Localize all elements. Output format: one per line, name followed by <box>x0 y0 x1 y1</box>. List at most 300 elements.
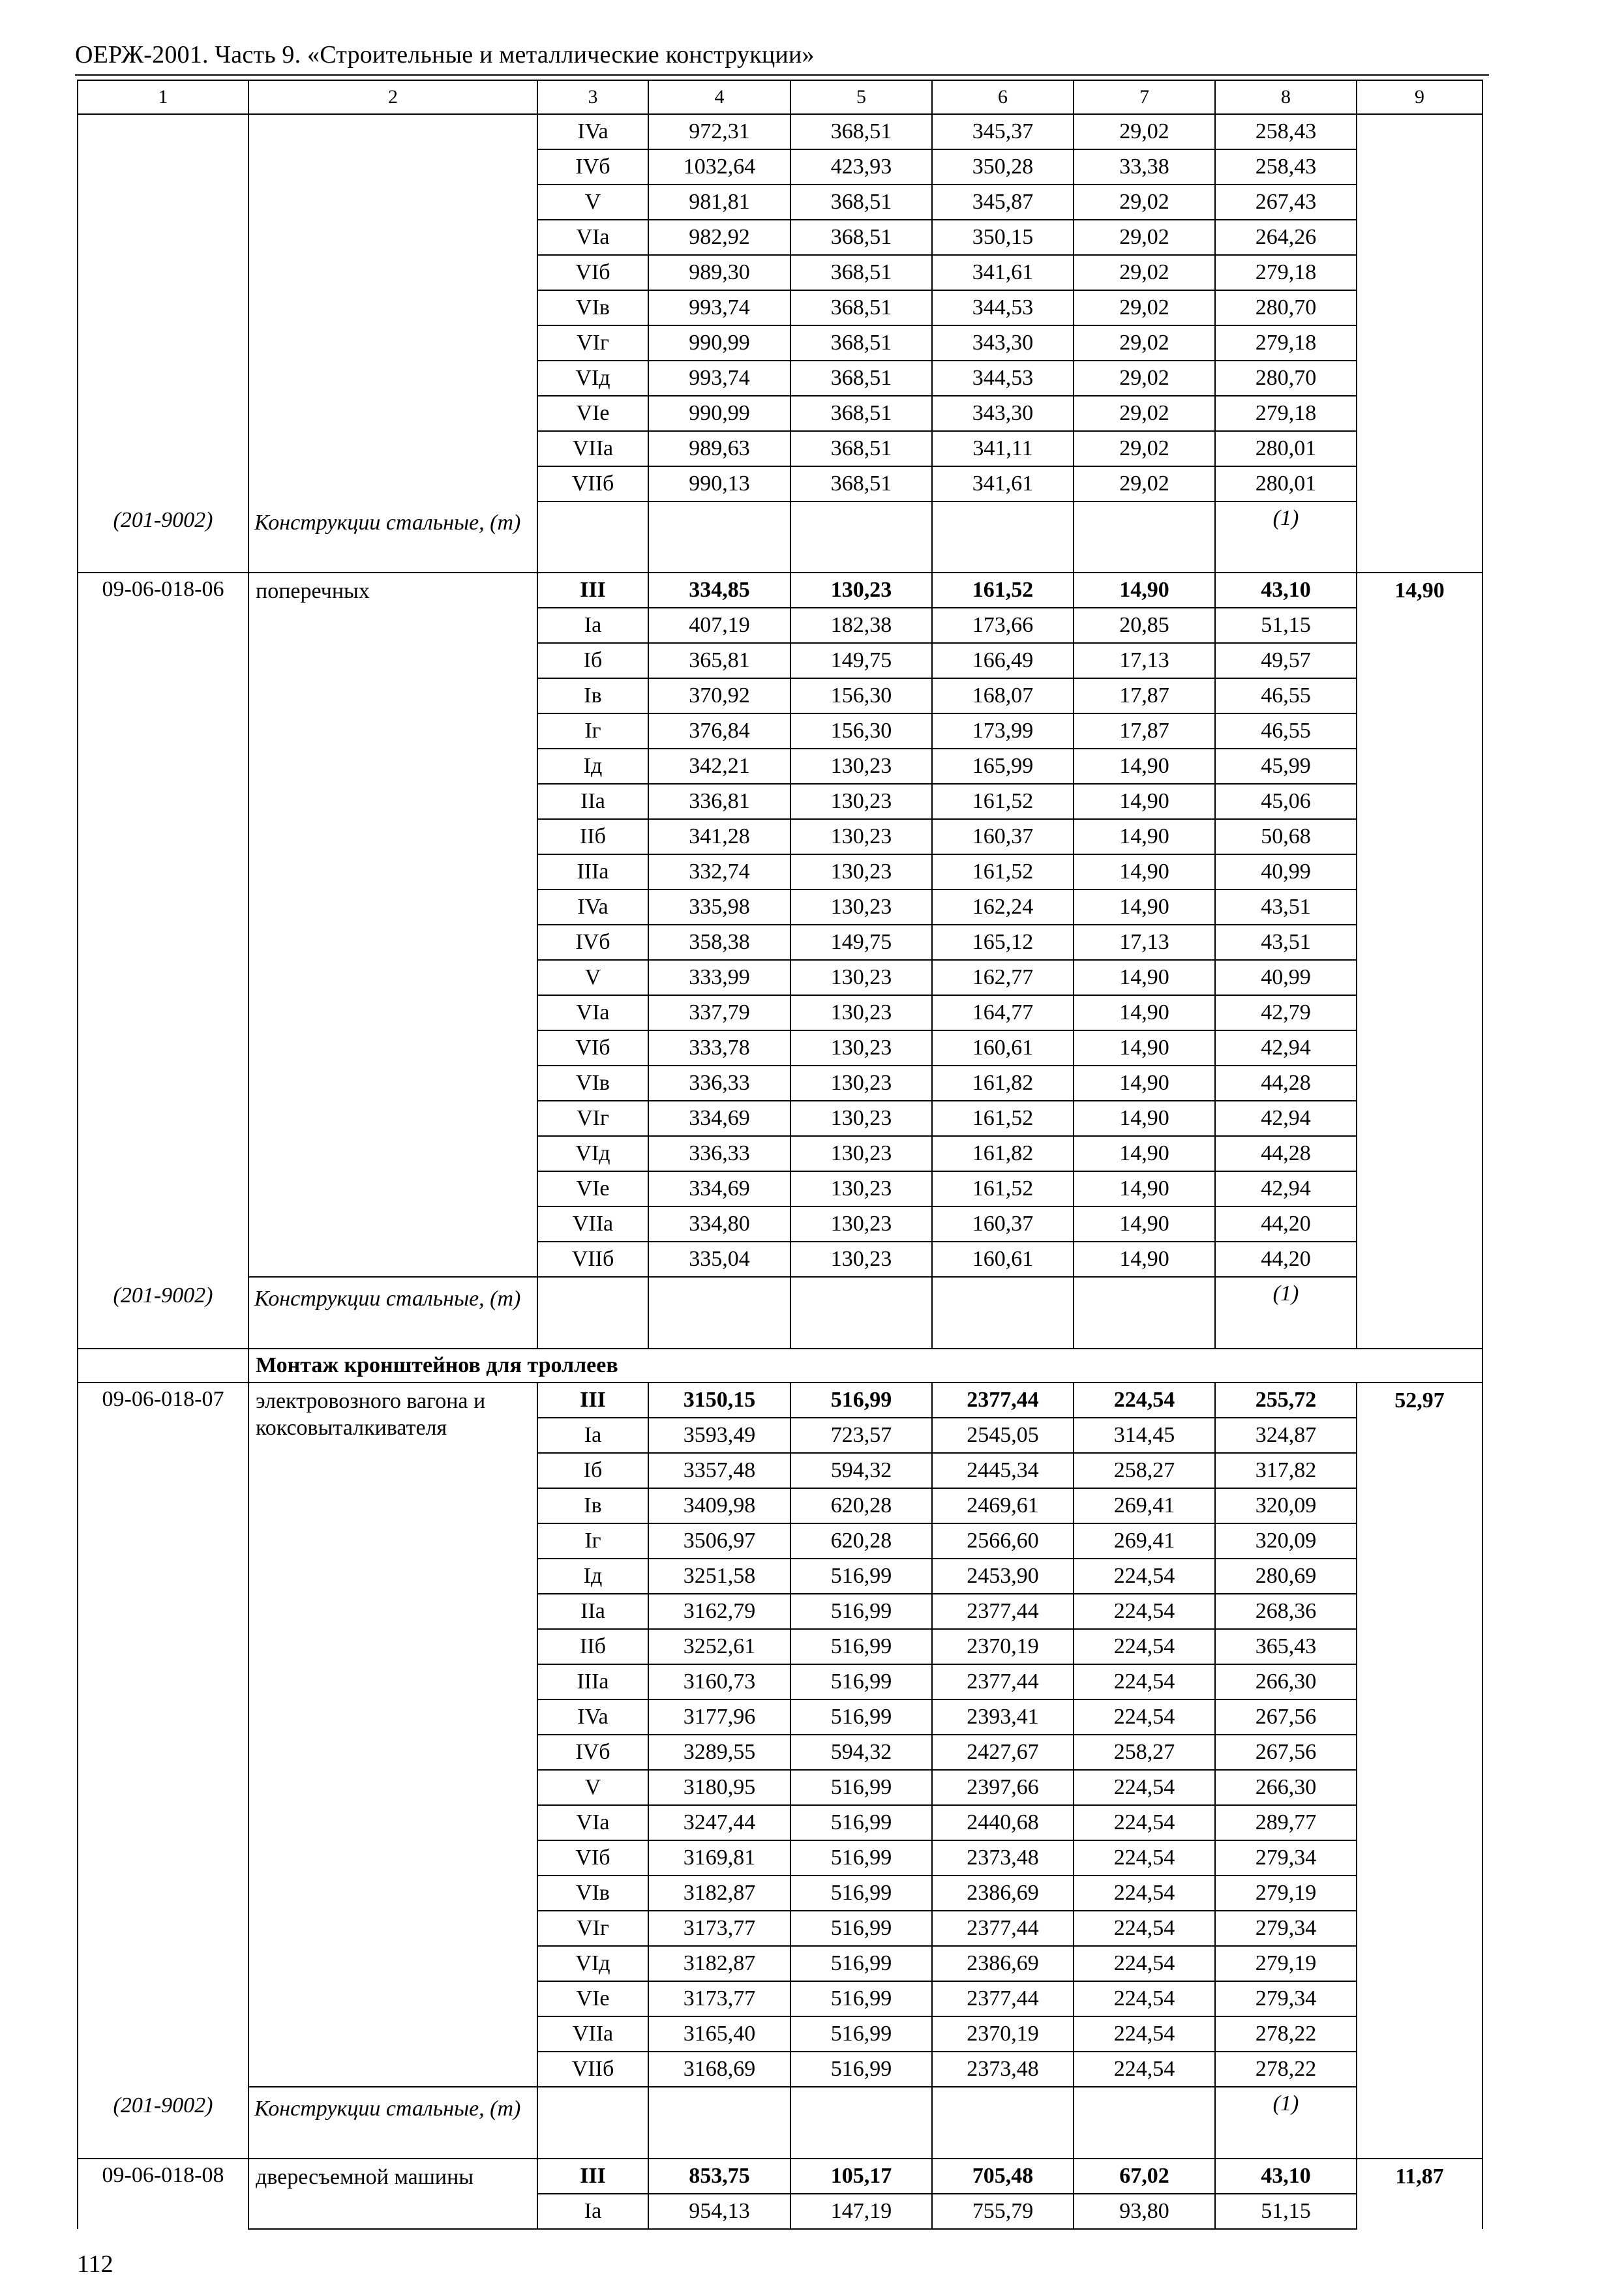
value-cell: 358,38 <box>648 925 790 960</box>
value-cell: 49,57 <box>1215 643 1357 678</box>
zone-cell: VIв <box>537 1066 648 1101</box>
value-cell: 43,10 <box>1215 573 1357 608</box>
value-cell: 29,02 <box>1074 396 1215 431</box>
value-cell: 993,74 <box>648 290 790 325</box>
value-cell: 268,36 <box>1215 1594 1357 1629</box>
value-cell: 42,94 <box>1215 1101 1357 1136</box>
value-cell: 161,52 <box>932 1101 1074 1136</box>
value-cell: 130,23 <box>790 1066 932 1101</box>
value-cell: 224,54 <box>1074 1946 1215 1981</box>
value-cell: 14,90 <box>1074 1136 1215 1171</box>
value-cell: 3173,77 <box>648 1911 790 1946</box>
column-number: 3 <box>537 80 648 114</box>
value-cell: 368,51 <box>790 255 932 290</box>
value-cell: 130,23 <box>790 1101 932 1136</box>
value-cell: 341,28 <box>648 819 790 854</box>
zone-cell: III <box>537 573 648 608</box>
rate-code <box>78 114 248 501</box>
value-cell: 182,38 <box>790 608 932 643</box>
value-cell: 162,77 <box>932 960 1074 995</box>
value-cell: 29,02 <box>1074 290 1215 325</box>
value-cell: 17,87 <box>1074 713 1215 749</box>
value-cell: 29,02 <box>1074 431 1215 466</box>
value-cell: 279,19 <box>1215 1876 1357 1911</box>
zone-cell: VIб <box>537 255 648 290</box>
value-cell: 516,99 <box>790 1664 932 1699</box>
rate-name: поперечных <box>248 573 537 1277</box>
material-col9-cell <box>1357 501 1482 573</box>
value-cell: 341,11 <box>932 431 1074 466</box>
zone-cell: Ia <box>537 608 648 643</box>
zone-cell: Iг <box>537 1523 648 1559</box>
value-cell: 280,69 <box>1215 1559 1357 1594</box>
material-code: (201-9002) <box>78 2087 248 2159</box>
value-cell: 160,37 <box>932 1206 1074 1242</box>
value-cell: 17,87 <box>1074 678 1215 713</box>
material-empty-cell <box>537 2087 648 2159</box>
labor-cost-value: 14,90 <box>1394 578 1445 603</box>
value-cell: 320,09 <box>1215 1488 1357 1523</box>
value-cell: 46,55 <box>1215 713 1357 749</box>
value-cell: 156,30 <box>790 713 932 749</box>
value-cell: 224,54 <box>1074 1770 1215 1805</box>
value-cell: 46,55 <box>1215 678 1357 713</box>
value-cell: 2377,44 <box>932 1594 1074 1629</box>
value-cell: 279,18 <box>1215 255 1357 290</box>
material-empty-cell <box>537 1277 648 1349</box>
value-cell: 3169,81 <box>648 1840 790 1876</box>
value-cell: 368,51 <box>790 325 932 361</box>
value-cell: 2386,69 <box>932 1876 1074 1911</box>
value-cell: 224,54 <box>1074 1840 1215 1876</box>
value-cell: 224,54 <box>1074 1911 1215 1946</box>
value-cell: 516,99 <box>790 1911 932 1946</box>
value-cell: 161,52 <box>932 1171 1074 1206</box>
zone-cell: VIг <box>537 1911 648 1946</box>
value-cell: 44,28 <box>1215 1066 1357 1101</box>
value-cell: 516,99 <box>790 1805 932 1840</box>
value-cell: 423,93 <box>790 149 932 185</box>
material-name: Конструкции стальные, (т) <box>248 1277 537 1349</box>
material-empty-cell <box>790 501 932 573</box>
value-cell: 2377,44 <box>932 1664 1074 1699</box>
value-cell: 105,17 <box>790 2159 932 2194</box>
value-cell: 723,57 <box>790 1418 932 1453</box>
value-cell: 755,79 <box>932 2194 1074 2229</box>
value-cell: 350,15 <box>932 220 1074 255</box>
value-cell: 67,02 <box>1074 2159 1215 2194</box>
value-cell: 516,99 <box>790 1946 932 1981</box>
table-row <box>78 2159 1482 2194</box>
value-cell: 314,45 <box>1074 1418 1215 1453</box>
value-cell: 368,51 <box>790 361 932 396</box>
value-cell: 368,51 <box>790 290 932 325</box>
value-cell: 29,02 <box>1074 325 1215 361</box>
zone-cell: VIIa <box>537 1206 648 1242</box>
value-cell: 516,99 <box>790 2052 932 2087</box>
value-cell: 168,07 <box>932 678 1074 713</box>
value-cell: 333,99 <box>648 960 790 995</box>
material-col9-cell <box>1357 2087 1482 2159</box>
value-cell: 981,81 <box>648 185 790 220</box>
value-cell: 337,79 <box>648 995 790 1030</box>
value-cell: 130,23 <box>790 995 932 1030</box>
value-cell: 516,99 <box>790 1383 932 1418</box>
table-row <box>78 573 1482 608</box>
labor-cost-cell <box>1357 573 1482 1277</box>
value-cell: 368,51 <box>790 466 932 501</box>
material-empty-cell <box>1074 1277 1215 1349</box>
zone-cell: Iд <box>537 1559 648 1594</box>
zone-cell: VIг <box>537 1101 648 1136</box>
labor-cost-value: 52,97 <box>1394 1388 1445 1413</box>
zone-cell: IIIa <box>537 1664 648 1699</box>
value-cell: 29,02 <box>1074 185 1215 220</box>
value-cell: 266,30 <box>1215 1664 1357 1699</box>
column-number: 9 <box>1357 80 1482 114</box>
value-cell: 130,23 <box>790 784 932 819</box>
column-number: 7 <box>1074 80 1215 114</box>
zone-cell: IVa <box>537 1699 648 1735</box>
value-cell: 516,99 <box>790 1594 932 1629</box>
value-cell: 258,43 <box>1215 149 1357 185</box>
value-cell: 42,94 <box>1215 1171 1357 1206</box>
value-cell: 3252,61 <box>648 1629 790 1664</box>
value-cell: 51,15 <box>1215 2194 1357 2229</box>
value-cell: 14,90 <box>1074 890 1215 925</box>
value-cell: 993,74 <box>648 361 790 396</box>
value-cell: 29,02 <box>1074 114 1215 149</box>
column-number: 8 <box>1215 80 1357 114</box>
value-cell: 335,98 <box>648 890 790 925</box>
value-cell: 33,38 <box>1074 149 1215 185</box>
value-cell: 130,23 <box>790 573 932 608</box>
zone-cell: Iд <box>537 749 648 784</box>
zone-cell: VIд <box>537 1136 648 1171</box>
value-cell: 224,54 <box>1074 1594 1215 1629</box>
value-cell: 3180,95 <box>648 1770 790 1805</box>
value-cell: 40,99 <box>1215 960 1357 995</box>
zone-cell: Ia <box>537 2194 648 2229</box>
zone-cell: VIe <box>537 396 648 431</box>
value-cell: 29,02 <box>1074 466 1215 501</box>
zone-cell: IVб <box>537 1735 648 1770</box>
zone-cell: VIIб <box>537 1242 648 1277</box>
zone-cell: Ia <box>537 1418 648 1453</box>
value-cell: 130,23 <box>790 819 932 854</box>
column-number: 1 <box>78 80 248 114</box>
material-code: (201-9002) <box>78 501 248 573</box>
value-cell: 50,68 <box>1215 819 1357 854</box>
value-cell: 14,90 <box>1074 854 1215 890</box>
rate-name: электровозного вагона и коксовыталкивателя <box>248 1383 537 2087</box>
value-cell: 2377,44 <box>932 1911 1074 1946</box>
value-cell: 3182,87 <box>648 1876 790 1911</box>
zone-cell: VIa <box>537 220 648 255</box>
column-number: 5 <box>790 80 932 114</box>
value-cell: 343,30 <box>932 325 1074 361</box>
value-cell: 224,54 <box>1074 1664 1215 1699</box>
zone-cell: IVa <box>537 890 648 925</box>
labor-cost-cell <box>1357 114 1482 501</box>
value-cell: 3247,44 <box>648 1805 790 1840</box>
value-cell: 3168,69 <box>648 2052 790 2087</box>
zone-cell: VIe <box>537 1171 648 1206</box>
value-cell: 44,28 <box>1215 1136 1357 1171</box>
value-cell: 161,82 <box>932 1066 1074 1101</box>
value-cell: 370,92 <box>648 678 790 713</box>
zone-cell: VIв <box>537 290 648 325</box>
value-cell: 3150,15 <box>648 1383 790 1418</box>
page-header-title: ОЕРЖ-2001. Часть 9. «Строительные и металлические конструкции» <box>75 41 815 68</box>
rate-code: 09-06-018-07 <box>78 1383 248 2087</box>
value-cell: 2397,66 <box>932 1770 1074 1805</box>
value-cell: 45,99 <box>1215 749 1357 784</box>
value-cell: 224,54 <box>1074 2052 1215 2087</box>
value-cell: 173,99 <box>932 713 1074 749</box>
value-cell: 130,23 <box>790 854 932 890</box>
value-cell: 20,85 <box>1074 608 1215 643</box>
value-cell: 279,18 <box>1215 325 1357 361</box>
value-cell: 149,75 <box>790 925 932 960</box>
labor-cost-cell <box>1357 1383 1482 2087</box>
value-cell: 130,23 <box>790 1171 932 1206</box>
value-cell: 516,99 <box>790 1629 932 1664</box>
value-cell: 164,77 <box>932 995 1074 1030</box>
zone-cell: VIг <box>537 325 648 361</box>
value-cell: 162,24 <box>932 890 1074 925</box>
value-cell: 161,52 <box>932 784 1074 819</box>
value-cell: 258,27 <box>1074 1735 1215 1770</box>
value-cell: 516,99 <box>790 2016 932 2052</box>
value-cell: 516,99 <box>790 1770 932 1805</box>
value-cell: 17,13 <box>1074 925 1215 960</box>
header-rule <box>75 74 1489 76</box>
value-cell: 2370,19 <box>932 2016 1074 2052</box>
value-cell: 130,23 <box>790 960 932 995</box>
zone-cell: IVa <box>537 114 648 149</box>
material-empty-cell <box>932 501 1074 573</box>
zone-cell: V <box>537 960 648 995</box>
page-number: 112 <box>77 2251 113 2278</box>
zone-cell: IVб <box>537 925 648 960</box>
value-cell: 345,37 <box>932 114 1074 149</box>
value-cell: 2427,67 <box>932 1735 1074 1770</box>
value-cell: 29,02 <box>1074 220 1215 255</box>
column-number: 6 <box>932 80 1074 114</box>
value-cell: 161,52 <box>932 854 1074 890</box>
value-cell: 3593,49 <box>648 1418 790 1453</box>
column-number: 2 <box>248 80 537 114</box>
value-cell: 14,90 <box>1074 1066 1215 1101</box>
value-cell: 269,41 <box>1074 1488 1215 1523</box>
material-quantity: (1) <box>1215 2087 1357 2159</box>
value-cell: 954,13 <box>648 2194 790 2229</box>
value-cell: 160,61 <box>932 1030 1074 1066</box>
zone-cell: IIa <box>537 1594 648 1629</box>
zone-cell: III <box>537 1383 648 1418</box>
value-cell: 344,53 <box>932 361 1074 396</box>
zone-cell: VIв <box>537 1876 648 1911</box>
material-empty-cell <box>648 501 790 573</box>
zone-cell: IIIa <box>537 854 648 890</box>
value-cell: 14,90 <box>1074 819 1215 854</box>
zone-cell: IIб <box>537 1629 648 1664</box>
value-cell: 29,02 <box>1074 361 1215 396</box>
value-cell: 705,48 <box>932 2159 1074 2194</box>
value-cell: 365,43 <box>1215 1629 1357 1664</box>
rate-name <box>248 114 537 501</box>
value-cell: 3162,79 <box>648 1594 790 1629</box>
value-cell: 14,90 <box>1074 784 1215 819</box>
value-cell: 166,49 <box>932 643 1074 678</box>
value-cell: 93,80 <box>1074 2194 1215 2229</box>
value-cell: 278,22 <box>1215 2052 1357 2087</box>
rates-table <box>77 80 1483 2230</box>
value-cell: 2386,69 <box>932 1946 1074 1981</box>
value-cell: 3289,55 <box>648 1735 790 1770</box>
value-cell: 2373,48 <box>932 2052 1074 2087</box>
value-cell: 990,99 <box>648 325 790 361</box>
material-name: Конструкции стальные, (т) <box>248 2087 537 2159</box>
value-cell: 130,23 <box>790 1030 932 1066</box>
value-cell: 224,54 <box>1074 2016 1215 2052</box>
value-cell: 982,92 <box>648 220 790 255</box>
value-cell: 149,75 <box>790 643 932 678</box>
value-cell: 14,90 <box>1074 1101 1215 1136</box>
value-cell: 350,28 <box>932 149 1074 185</box>
value-cell: 267,56 <box>1215 1699 1357 1735</box>
value-cell: 2377,44 <box>932 1383 1074 1418</box>
value-cell: 44,20 <box>1215 1206 1357 1242</box>
value-cell: 289,77 <box>1215 1805 1357 1840</box>
value-cell: 258,43 <box>1215 114 1357 149</box>
value-cell: 336,33 <box>648 1136 790 1171</box>
value-cell: 3357,48 <box>648 1453 790 1488</box>
value-cell: 368,51 <box>790 431 932 466</box>
zone-cell: V <box>537 1770 648 1805</box>
section-empty-cell <box>78 1349 248 1383</box>
value-cell: 407,19 <box>648 608 790 643</box>
value-cell: 160,61 <box>932 1242 1074 1277</box>
value-cell: 594,32 <box>790 1453 932 1488</box>
value-cell: 279,34 <box>1215 1981 1357 2016</box>
value-cell: 345,87 <box>932 185 1074 220</box>
value-cell: 43,51 <box>1215 890 1357 925</box>
material-row <box>78 2087 1482 2159</box>
value-cell: 280,01 <box>1215 466 1357 501</box>
value-cell: 365,81 <box>648 643 790 678</box>
value-cell: 29,02 <box>1074 255 1215 290</box>
zone-cell: VIIб <box>537 2052 648 2087</box>
zone-cell: VIIa <box>537 431 648 466</box>
value-cell: 17,13 <box>1074 643 1215 678</box>
value-cell: 3160,73 <box>648 1664 790 1699</box>
material-empty-cell <box>537 501 648 573</box>
value-cell: 224,54 <box>1074 1981 1215 2016</box>
material-name: Конструкции стальные, (т) <box>248 501 537 573</box>
value-cell: 989,30 <box>648 255 790 290</box>
value-cell: 2440,68 <box>932 1805 1074 1840</box>
section-title: Монтаж кронштейнов для троллеев <box>248 1349 1482 1383</box>
value-cell: 40,99 <box>1215 854 1357 890</box>
value-cell: 43,10 <box>1215 2159 1357 2194</box>
value-cell: 2566,60 <box>932 1523 1074 1559</box>
value-cell: 341,61 <box>932 466 1074 501</box>
value-cell: 269,41 <box>1074 1523 1215 1559</box>
value-cell: 165,12 <box>932 925 1074 960</box>
value-cell: 280,70 <box>1215 290 1357 325</box>
value-cell: 266,30 <box>1215 1770 1357 1805</box>
zone-cell: IIa <box>537 784 648 819</box>
value-cell: 280,01 <box>1215 431 1357 466</box>
zone-cell: IIб <box>537 819 648 854</box>
value-cell: 324,87 <box>1215 1418 1357 1453</box>
table-row <box>78 114 1482 149</box>
value-cell: 990,13 <box>648 466 790 501</box>
value-cell: 130,23 <box>790 1242 932 1277</box>
value-cell: 3173,77 <box>648 1981 790 2016</box>
value-cell: 594,32 <box>790 1735 932 1770</box>
zone-cell: Iб <box>537 1453 648 1488</box>
value-cell: 2377,44 <box>932 1981 1074 2016</box>
value-cell: 44,20 <box>1215 1242 1357 1277</box>
value-cell: 333,78 <box>648 1030 790 1066</box>
value-cell: 368,51 <box>790 114 932 149</box>
material-row <box>78 1277 1482 1349</box>
value-cell: 255,72 <box>1215 1383 1357 1418</box>
value-cell: 2545,05 <box>932 1418 1074 1453</box>
value-cell: 224,54 <box>1074 1699 1215 1735</box>
value-cell: 161,52 <box>932 573 1074 608</box>
zone-cell: IVб <box>537 149 648 185</box>
material-empty-cell <box>648 1277 790 1349</box>
value-cell: 334,80 <box>648 1206 790 1242</box>
value-cell: 51,15 <box>1215 608 1357 643</box>
value-cell: 368,51 <box>790 396 932 431</box>
value-cell: 990,99 <box>648 396 790 431</box>
zone-cell: VIe <box>537 1981 648 2016</box>
value-cell: 516,99 <box>790 1876 932 1911</box>
labor-cost-cell <box>1357 2159 1482 2229</box>
column-number-row <box>78 80 1482 114</box>
table-body <box>78 80 1482 2229</box>
value-cell: 334,85 <box>648 573 790 608</box>
value-cell: 3165,40 <box>648 2016 790 2052</box>
value-cell: 279,18 <box>1215 396 1357 431</box>
value-cell: 14,90 <box>1074 995 1215 1030</box>
value-cell: 368,51 <box>790 185 932 220</box>
zone-cell: VIIб <box>537 466 648 501</box>
value-cell: 130,23 <box>790 890 932 925</box>
material-empty-cell <box>790 2087 932 2159</box>
value-cell: 165,99 <box>932 749 1074 784</box>
value-cell: 2453,90 <box>932 1559 1074 1594</box>
material-empty-cell <box>648 2087 790 2159</box>
value-cell: 130,23 <box>790 749 932 784</box>
zone-cell: VIIa <box>537 2016 648 2052</box>
value-cell: 14,90 <box>1074 1242 1215 1277</box>
rate-code: 09-06-018-08 <box>78 2159 248 2229</box>
value-cell: 161,82 <box>932 1136 1074 1171</box>
material-empty-cell <box>1074 2087 1215 2159</box>
value-cell: 279,34 <box>1215 1840 1357 1876</box>
value-cell: 2445,34 <box>932 1453 1074 1488</box>
value-cell: 130,23 <box>790 1136 932 1171</box>
value-cell: 1032,64 <box>648 149 790 185</box>
value-cell: 278,22 <box>1215 2016 1357 2052</box>
value-cell: 368,51 <box>790 220 932 255</box>
